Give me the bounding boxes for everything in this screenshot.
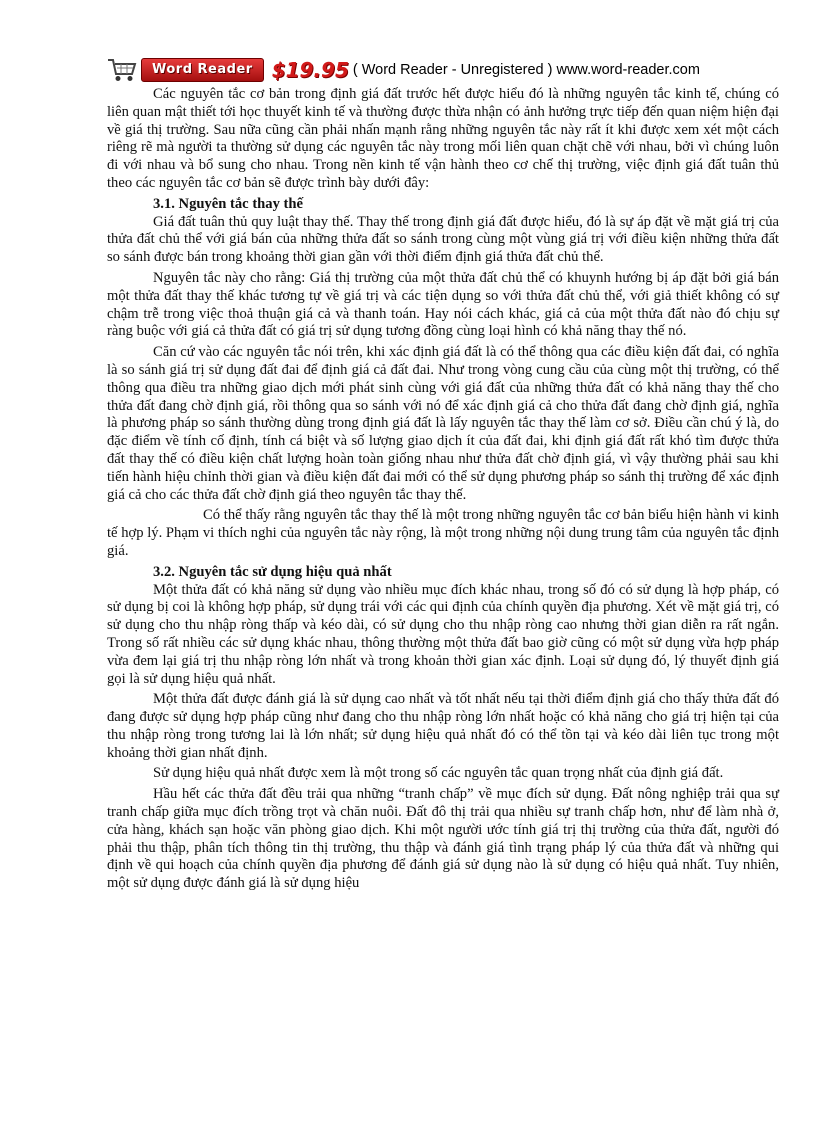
price-label: $19.95 bbox=[271, 58, 349, 82]
paragraph: Một thửa đất có khả năng sử dụng vào nhiều mục đích khác nhau, trong số đó có sử dụng là hợp pháp, có sử dụng bị coi là không hợp pháp, sử dụng trái với các qui định của chính quyền địa phương. Xét về mặt giá trị, có sử dụng cho thu nhập ròng thấp và kéo dài, có sử dụng cho thu nhập ròng cao nhưng thời gian diễn ra rất ngắn. Trong số rất nhiều các sử dụng khác nhau, thông thường một thửa đất bao giờ cũng có một sử dụng vừa hợp pháp vừa đem lại giá trị thu nhập ròng lớn nhất và trong khoản thời gian xác định. Loại sử dụng đó, lý thuyết định giá gọi là sử dụng hiệu quả nhất. bbox=[107, 581, 779, 687]
document-body bbox=[107, 86, 779, 893]
product-badge: Word Reader bbox=[141, 58, 264, 82]
section-heading-highest-best-use: 3.2. Nguyên tắc sử dụng hiệu quả nhất bbox=[153, 563, 392, 580]
paragraph: Căn cứ vào các nguyên tắc nói trên, khi xác định giá đất là có thể thông qua các điều kiện đất đai, có nghĩa là so sánh giá trị sử dụng đất đai để định giá cả đất đai. Như trong vòng cung cầu của cùng một thị trường, có thể thông qua điều tra những giao dịch mới phát sinh cùng với giá đất của những thửa đất có khả năng thay thế cho thửa đất đang chờ định giá, rồi thông qua so sánh với nó để xác định giá cả cho thửa đất đang chờ định giá, nghĩa là phương pháp so sánh thường dùng trong định giá đất là lấy nguyên tắc thay thế làm cơ sở. Điều cần chú ý là, do đặc điểm về tính cố định, tính cá biệt và số lượng giao dịch ít của đất đai, khi định giá đất rất khó tìm được thửa đất thay thế có điều kiện chất lượng hoàn toàn giống nhau như thửa đất chờ định giá, vì vậy thường phải sau khi tiến hành hiệu chỉnh thời gian và điều kiện đất đai mới có thể sử dụng phương pháp so sánh thị trường để xác định giá cả cho các thửa đất chờ định giá theo nguyên tắc thay thế. bbox=[107, 344, 779, 503]
paragraph: Hầu hết các thửa đất đều trải qua những “tranh chấp” về mục đích sử dụng. Đất nông nghiệp trải qua sự tranh chấp giữa mục đích trồng trọt và chăn nuôi. Đất đô thị trải qua nhiều sự tranh chấp hơn, như để làm nhà ở, cửa hàng, khách sạn hoặc văn phòng giao dịch. Khi một người ước tính giá trị thị trường của thửa đất, người đó phải thu thập, phân tích thông tin thị trường, thu thập và đánh giá tình trạng pháp lý của thửa đất và những qui định về qui hoạch của chính quyền địa phương để đánh giá sử dụng nào là sử dụng có hiệu quả nhất. Tuy nhiên, một sử dụng được đánh giá là sử dụng hiệu bbox=[107, 786, 779, 892]
watermark-banner bbox=[107, 56, 700, 84]
shopping-cart-icon bbox=[107, 57, 137, 83]
paragraph: Một thửa đất được đánh giá là sử dụng cao nhất và tốt nhất nếu tại thời điểm định giá cho thấy thửa đất đó đang được sử dụng hợp pháp cũng như đang cho thu nhập ròng lớn nhất hoặc có khả năng cho giá trị hiện tại của thu nhập ròng trong tương lai là lớn nhất; sử dụng hiệu quả nhất đó có thể tồn tại và kéo dài liên tục trong một khoảng thời gian nhất định. bbox=[107, 691, 779, 761]
unregistered-notice: ( Word Reader - Unregistered ) www.word-reader.com bbox=[352, 62, 700, 78]
paragraph: Sử dụng hiệu quả nhất được xem là một trong số các nguyên tắc quan trọng nhất của định giá đất. bbox=[153, 765, 724, 782]
section-heading-substitution: 3.1. Nguyên tắc thay thế bbox=[153, 195, 303, 212]
paragraph: Có thể thấy rằng nguyên tắc thay thế là một trong những nguyên tắc cơ bản biểu hiện hành vi kinh tế hợp lý. Phạm vi thích nghi của nguyên tắc này rộng, là một trong những nội dung trung tâm của nguyên tắc định giá. bbox=[107, 507, 779, 559]
paragraph: Giá đất tuân thủ quy luật thay thế. Thay thế trong định giá đất được hiểu, đó là sự áp đặt về mặt giá trị của thửa đất chủ thể với giá bán của những thửa đất so sánh trong cùng một vùng giá trị với điều kiện những thửa đất so sánh được bán trong khoảng thời gian gần với thời điểm định giá thửa đất chủ thể. bbox=[107, 213, 779, 266]
intro-paragraph: Các nguyên tắc cơ bản trong định giá đất trước hết được hiểu đó là những nguyên tắc kinh tế, chúng có liên quan mật thiết tới học thuyết kinh tế và thường được thừa nhận có ảnh hưởng trực tiếp đến quan niệm hiện đại về giá thị trường. Sau nữa cũng cần phải nhấn mạnh rằng những nguyên tắc này rất ít khi được xem xét một cách riêng rẽ mà người ta thường sử dụng các nguyên tắc này trong mối liên quan chặt chẽ với nhau, bởi vì chúng luôn đi với nhau và bổ sung cho nhau. Trong nền kinh tế vận hành theo cơ chế thị trường, việc định giá đất tuân thủ theo các nguyên tắc cơ bản sẽ được trình bày dưới đây: bbox=[107, 86, 779, 191]
paragraph: Nguyên tắc này cho rằng: Giá thị trường của một thửa đất chủ thể có khuynh hướng bị áp đặt bởi giá bán một thửa đất thay thế khác tương tự về giá trị và các tiện dụng so với thửa đất chủ thể, với giả thiết không có sự chậm trễ trong việc thoả thuận giá cả và thanh toán. Hay nói cách khác, giá cả của một thửa đất nào đó chịu sự ràng buộc với giá cả thửa đất có giá trị sử dụng tương đồng cùng loại hình có khả năng thay thế nó. bbox=[107, 269, 779, 340]
